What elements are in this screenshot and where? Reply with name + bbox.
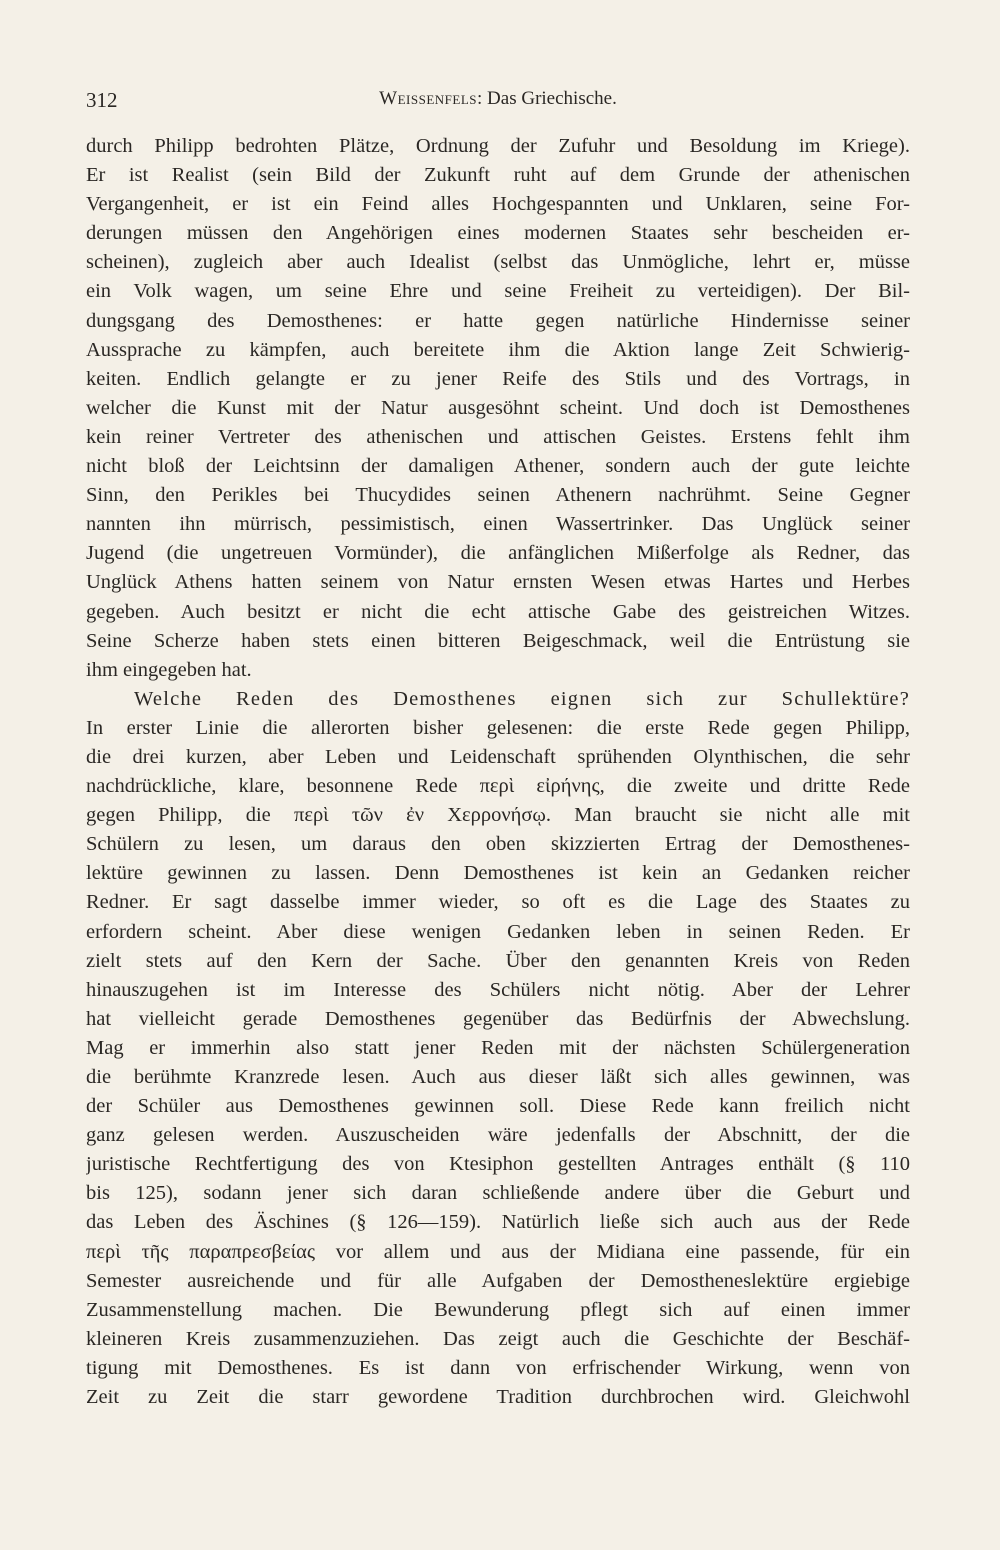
running-head-author: Weissenfels [379,88,478,109]
text-line: lektüre gewinnen zu lassen. Denn Demosthenes ist kein an Gedanken reicher [86,862,910,885]
text-line: Unglück Athens hatten seinem von Natur ernsten Wesen etwas Hartes und Herbes [86,571,910,594]
text-line: nachdrückliche, klare, besonnene Rede περὶ εἰρήνης, die zweite und dritte Rede [86,775,910,798]
text-line: gegen Philipp, die περὶ τῶν ἐν Χερρονήσῳ. Man braucht sie nicht alle mit [86,804,910,827]
text-line: περὶ τῆς παραπρεσβείας vor allem und aus der Midiana eine passende, für ein [86,1240,910,1263]
text-line: kleineren Kreis zusammenzuziehen. Das zeigt auch die Geschichte der Beschäf- [86,1327,910,1350]
text-line: juristische Rechtfertigung des von Ktesiphon gestellten Antrages enthält (§ 110 [86,1153,910,1176]
text-line: Vergangenheit, er ist ein Feind alles Hochgespannten und Unklaren, seine For- [86,193,910,216]
text-line: Zeit zu Zeit die starr gewordene Tradition durchbrochen wird. Gleichwohl [86,1386,910,1409]
text-line: Semester ausreichende und für alle Aufgaben der Demostheneslektüre ergiebige [86,1269,910,1292]
text-line: keiten. Endlich gelangte er zu jener Reife des Stils und des Vortrags, in [86,367,910,390]
text-line: Redner. Er sagt dasselbe immer wieder, so oft es die Lage des Staates zu [86,891,910,914]
text-line: derungen müssen den Angehörigen eines modernen Staates sehr bescheiden er- [86,222,910,245]
text-line: erfordern scheint. Aber diese wenigen Gedanken leben in seinen Reden. Er [86,920,910,943]
text-line: nannten ihn mürrisch, pessimistisch, einen Wassertrinker. Das Unglück seiner [86,513,910,536]
running-head [86,88,910,110]
text-line: tigung mit Demosthenes. Es ist dann von erfrischender Wirkung, wenn von [86,1356,910,1379]
text-line: hinauszugehen ist im Interesse des Schülers nicht nötig. Aber der Lehrer [86,978,910,1001]
text-line: kein reiner Vertreter des athenischen und attischen Geistes. Erstens fehlt ihm [86,425,910,448]
text-line: die berühmte Kranzrede lesen. Auch aus dieser läßt sich alles gewinnen, was [86,1066,910,1088]
text-line: dungsgang des Demosthenes: er hatte gegen natürliche Hindernisse seiner [86,309,910,332]
text-line: gegeben. Auch besitzt er nicht die echt attische Gabe des geistreichen Witzes. [86,600,910,623]
text-line: ganz gelesen werden. Auszuscheiden wäre jedenfalls der Abschnitt, der die [86,1124,910,1147]
text-line: Mag er immerhin also statt jener Reden mit der nächsten Schülergeneration [86,1036,910,1059]
text-line: Aussprache zu kämpfen, auch bereitete ihm die Aktion lange Zeit Schwierig- [86,338,910,361]
text-line: zielt stets auf den Kern der Sache. Über den genannten Kreis von Reden [86,949,910,972]
text-line: Sinn, den Perikles bei Thucydides seinen Athenern nachrühmt. Seine Gegner [86,484,910,507]
text-line: Jugend (die ungetreuen Vormünder), die anfänglichen Mißerfolge als Redner, das [86,542,910,565]
running-head-separator: : [477,88,483,109]
text-line: In erster Linie die allerorten bisher gelesenen: die erste Rede gegen Philipp, [86,716,910,739]
page-number: 312 [86,88,118,112]
running-head-title: Das Griechische. [487,88,617,109]
text-line: hat vielleicht gerade Demosthenes gegenüber das Bedürfnis der Abwechslung. [86,1007,910,1030]
text-line: nicht bloß der Leichtsinn der damaligen Athener, sondern auch der gute leichte [86,455,910,478]
text-line: ihm eingegeben hat. [86,658,252,681]
text-line: der Schüler aus Demosthenes gewinnen soll. Diese Rede kann freilich nicht [86,1095,910,1118]
text-line: das Leben des Äschines (§ 126—159). Natürlich ließe sich auch aus der Rede [86,1211,910,1234]
page-header [86,88,910,118]
text-line: Schülern zu lesen, um daraus den oben skizzierten Ertrag der Demosthenes- [86,833,910,856]
text-line: Seine Scherze haben stets einen bitteren Beigeschmack, weil die Entrüstung sie [86,629,910,652]
text-line: die drei kurzen, aber Leben und Leidenschaft sprühenden Olynthischen, die sehr [86,745,910,768]
section-heading-line: Welche Reden des Demosthenes eignen sich zur Schullektüre? [134,687,910,710]
text-line: welcher die Kunst mit der Natur ausgesöhnt scheint. Und doch ist Demosthenes [86,396,910,419]
text-line: Er ist Realist (sein Bild der Zukunft ruht auf dem Grunde der athenischen [86,164,910,187]
text-line: bis 125), sodann jener sich daran schließende andere über die Geburt und [86,1182,910,1205]
text-line: ein Volk wagen, um seine Ehre und seine Freiheit zu verteidigen). Der Bil- [86,280,910,303]
text-line: durch Philipp bedrohten Plätze, Ordnung der Zufuhr und Besoldung im Kriege). [86,135,910,157]
body-text [86,132,910,1412]
text-line: scheinen), zugleich aber auch Idealist (selbst das Unmögliche, lehrt er, müsse [86,251,910,274]
text-line: Zusammenstellung machen. Die Bewunderung pflegt sich auf einen immer [86,1298,910,1321]
